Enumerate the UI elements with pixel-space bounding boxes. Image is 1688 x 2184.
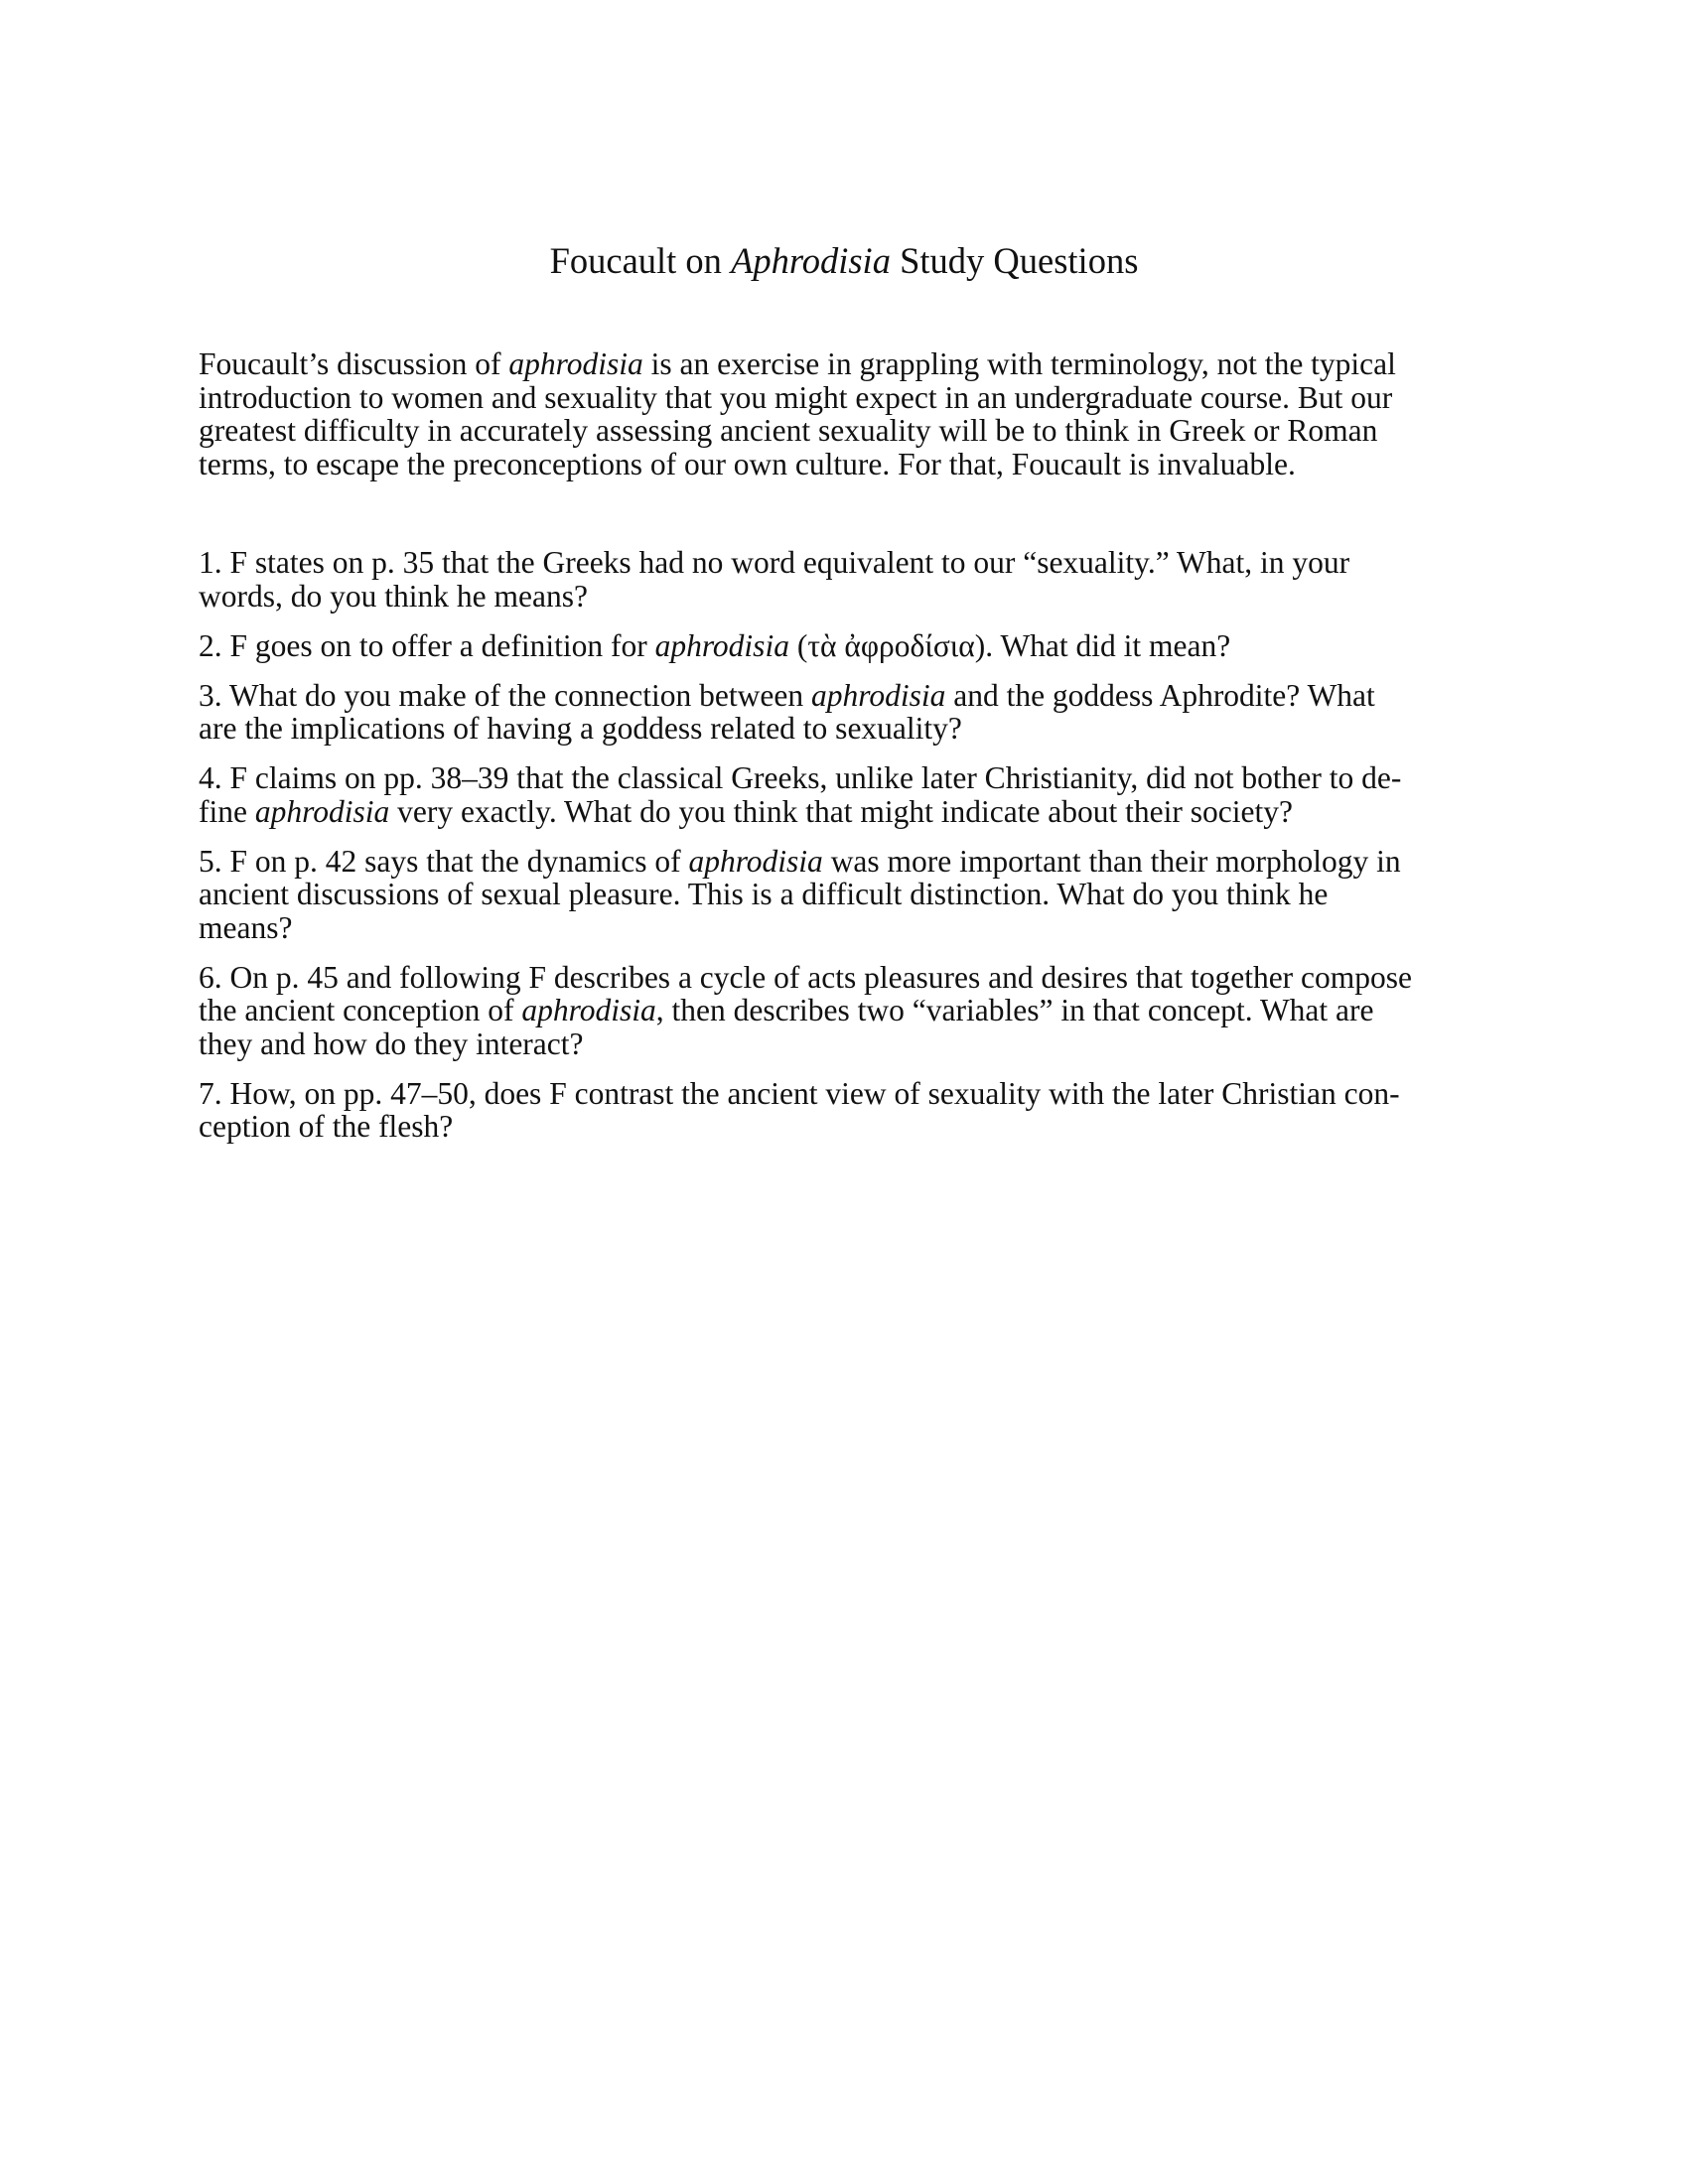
intro-line-1 — [199, 347, 1479, 381]
question-text: the ancient conception of — [199, 993, 522, 1027]
question-text: and the goddess Aphrodite? What — [945, 677, 1375, 713]
intro-line-4: terms, to escape the preconceptions of our own culture. For that, Foucault is invaluable. — [199, 446, 1296, 481]
intro-line-3: greatest difficulty in accurately assessing ancient sexuality will be to think in Greek or Roman — [199, 413, 1378, 448]
title-text-italic: Aphrodisia — [731, 240, 891, 281]
question-line: ception of the flesh? — [199, 1109, 454, 1144]
intro-text: Foucault’s discussion of — [199, 346, 509, 381]
question-7 — [199, 1077, 1489, 1144]
question-line — [199, 679, 1489, 713]
question-term-italic: aphrodisia — [254, 793, 390, 829]
question-1 — [199, 546, 1489, 613]
question-line: 7. How, on pp. 47–50, does F contrast the ancient view of sexuality with the later Christian con- — [199, 1075, 1400, 1111]
question-6 — [199, 961, 1489, 1061]
intro-line-2: introduction to women and sexuality that you might expect in an undergraduate course. But our — [199, 379, 1393, 415]
question-5 — [199, 845, 1489, 945]
question-term-italic: aphrodisia — [688, 843, 823, 879]
question-3 — [199, 679, 1489, 746]
question-line: 1. F states on p. 35 that the Greeks had no word equivalent to our “sexuality.” What, in your — [199, 545, 1350, 580]
question-term-italic: aphrodisia — [810, 677, 946, 713]
question-text: was more important than their morphology in — [822, 843, 1401, 879]
question-line: ancient discussions of sexual pleasure. This is a difficult distinction. What do you think he — [199, 877, 1329, 911]
question-2 — [199, 629, 1489, 663]
question-term-italic: aphrodisia — [521, 993, 656, 1027]
question-line: words, do you think he means? — [199, 578, 588, 614]
question-line: means? — [199, 909, 293, 945]
title-text-pre: Foucault on — [549, 240, 732, 281]
page-title — [0, 238, 1688, 284]
study-questions-list — [199, 546, 1489, 1160]
question-line — [199, 629, 1489, 663]
intro-text: is an exercise in grappling with terminology, not the typical — [642, 346, 1396, 381]
question-4 — [199, 761, 1489, 828]
question-text: 2. F goes on to offer a definition for — [199, 627, 655, 663]
question-line — [199, 845, 1489, 879]
title-text-post: Study Questions — [890, 240, 1139, 281]
question-text: 5. F on p. 42 says that the dynamics of — [199, 843, 689, 879]
question-term-italic: aphrodisia — [654, 627, 789, 663]
question-text: (τὰ ἀφροδίσια). What did it mean? — [788, 627, 1231, 663]
intro-term-italic: aphrodisia — [508, 346, 643, 381]
question-line — [199, 795, 1489, 829]
intro-paragraph — [199, 347, 1479, 480]
question-line: 4. F claims on pp. 38–39 that the classical Greeks, unlike later Christianity, did not bother to de- — [199, 760, 1402, 795]
question-text: very exactly. What do you think that might indicate about their society? — [389, 793, 1293, 829]
question-text: 3. What do you make of the connection between — [199, 677, 811, 713]
question-line: are the implications of having a goddess related to sexuality? — [199, 711, 962, 746]
question-text: , then describes two “variables” in that concept. What are — [655, 993, 1374, 1027]
question-line — [199, 994, 1489, 1027]
question-text: fine — [199, 793, 255, 829]
question-line: 6. On p. 45 and following F describes a cycle of acts pleasures and desires that together compose — [199, 959, 1413, 995]
question-line: they and how do they interact? — [199, 1025, 584, 1061]
